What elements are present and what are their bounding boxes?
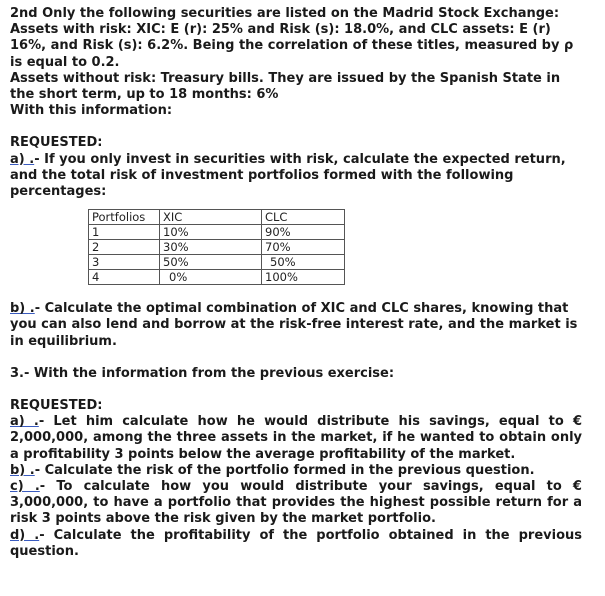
intro-line-3: Assets without risk: Treasury bills. They are issued by the Spanish State in the short term, up to 18 months: 6%: [10, 70, 561, 103]
table-cell: 90%: [262, 225, 345, 240]
question-2a-label: a) .: [10, 151, 35, 167]
table-header-cell: XIC: [160, 210, 262, 225]
intro-line-1: 2nd Only the following securities are listed on the Madrid Stock Exchange:: [10, 6, 560, 21]
question-2a-text: - If you only invest in securities with risk, calculate the expected return, and the total risk of investment portfolios formed with the following percentages:: [10, 151, 566, 200]
table-cell: 50%: [262, 255, 345, 270]
table-cell: 70%: [262, 240, 345, 255]
table-cell: 50%: [160, 255, 262, 270]
table-cell: 1: [89, 225, 160, 240]
question-3d-text: - Calculate the profitability of the portfolio obtained in the previous question.: [10, 527, 583, 559]
table-row: [89, 255, 345, 270]
question-3d-label: d) .: [10, 527, 40, 543]
spacer: [10, 382, 582, 398]
requested-heading: REQUESTED:: [10, 135, 103, 151]
table-cell: 2: [89, 240, 160, 255]
table-cell: 3: [89, 255, 160, 270]
question-3a: [10, 414, 582, 463]
table-cell: 10%: [160, 225, 262, 240]
table-row: [89, 240, 345, 255]
question-3d: [10, 528, 582, 560]
portfolios-table: [88, 209, 345, 285]
question-3a-label: a) .: [10, 414, 39, 430]
table-row: [89, 270, 345, 285]
table-cell: 4: [89, 270, 160, 285]
document-body: [10, 6, 582, 560]
question-3c-label: c) .: [10, 479, 40, 495]
intro-line-2: Assets with risk: XIC: E (r): 25% and Risk (s): 18.0%, and CLC assets: E (r) 16%, and Risk (s): 6.2%. Being the correlation of these titles, measured by ρ is equal to 0.2.: [10, 22, 574, 70]
spacer: [10, 350, 582, 366]
question-3a-text: - Let him calculate how he would distribute his savings, equal to € 2,000,000, among the three assets in the market, if he wanted to obtain only a profitability 3 points below the average profitability of the market.: [10, 414, 582, 462]
exercise-3-heading: 3.- With the information from the previous exercise:: [10, 365, 395, 381]
question-3b-label: b) .: [10, 462, 35, 478]
question-2b: [10, 301, 582, 350]
question-3b-text: - Calculate the risk of the portfolio formed in the previous question.: [34, 462, 535, 478]
requested-heading: REQUESTED:: [10, 398, 103, 414]
table-header-row: [89, 210, 345, 225]
question-3c-text: - To calculate how you would distribute your savings, equal to € 3,000,000, to have a portfolio that provides the highest possible return for a risk 3 points above the risk given by the market portfolio.: [10, 479, 582, 527]
table-cell: 30%: [160, 240, 262, 255]
question-2a: [10, 152, 582, 201]
question-2b-label: b) .: [10, 301, 35, 317]
table-cell: 100%: [262, 270, 345, 285]
table-cell: 0%: [160, 270, 262, 285]
table-header-cell: CLC: [262, 210, 345, 225]
table-header-cell: Portfolios: [89, 210, 160, 225]
question-3c: [10, 479, 582, 528]
table-row: [89, 225, 345, 240]
intro-line-4: With this information:: [10, 103, 173, 119]
spacer: [10, 119, 582, 135]
question-2b-text: - Calculate the optimal combination of XIC and CLC shares, knowing that you can also lend and borrow at the risk-free interest rate, and the market is in equilibrium.: [10, 301, 578, 349]
question-3b: [10, 463, 582, 479]
